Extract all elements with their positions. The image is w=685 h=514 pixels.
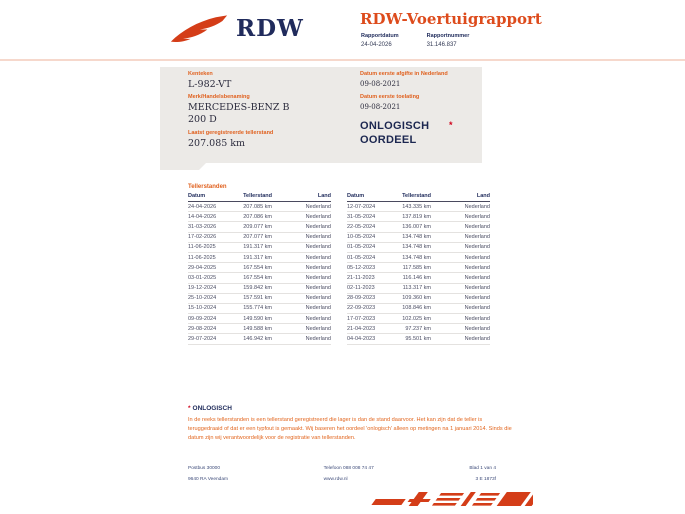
table-row (347, 212, 490, 222)
cell-datum: 31-03-2026 (188, 223, 217, 230)
table-row (347, 324, 490, 334)
cell-datum: 31-05-2024 (347, 213, 376, 220)
cell-land: Nederland (305, 264, 331, 271)
report-date-value: 24-04-2026 (361, 42, 392, 48)
cell-tellerstand: 191.317 km (243, 254, 272, 261)
table-row (347, 263, 490, 273)
cell-datum: 10-05-2024 (347, 234, 376, 241)
cell-land: Nederland (464, 244, 490, 251)
report-number-label: Rapportnummer (426, 33, 470, 39)
table-row (188, 334, 331, 344)
cell-datum: 19-12-2024 (188, 285, 217, 292)
cell-datum: 25-10-2024 (188, 295, 217, 302)
kenteken-value: L-982-VT (188, 79, 232, 90)
cell-land: Nederland (464, 336, 490, 343)
cell-datum: 11-06-2025 (188, 244, 216, 251)
table-row (347, 304, 490, 314)
footer-page-info (469, 464, 496, 485)
panel-corner-tab (160, 163, 206, 170)
cell-tellerstand: 143.335 km (402, 203, 431, 210)
cell-land: Nederland (305, 305, 331, 312)
cell-datum: 12-07-2024 (347, 203, 376, 210)
merk-label: Merk/Handelsbenaming (188, 94, 250, 100)
merk-value: MERCEDES-BENZ B 200 D (188, 102, 290, 125)
table-row (188, 324, 331, 334)
cell-land: Nederland (464, 213, 490, 220)
field-merk (188, 94, 306, 126)
footnote-asterisk: * (188, 405, 191, 412)
table-row (188, 253, 331, 263)
cell-land: Nederland (305, 336, 331, 343)
cell-datum: 09-09-2024 (188, 315, 217, 322)
footer-phone: Telefoon 088 008 74 47 (323, 466, 374, 471)
rdw-logo-text: RDW (236, 15, 304, 42)
cell-land: Nederland (305, 213, 331, 220)
table-row (188, 222, 331, 232)
speed-stripes-graphic (371, 489, 533, 510)
cell-datum: 02-11-2023 (347, 285, 375, 292)
tellerstand-value: 207.085 km (188, 138, 246, 149)
cell-tellerstand: 191.317 km (243, 244, 272, 251)
onlogisch-footnote (188, 405, 518, 443)
page-footer (188, 464, 496, 485)
cell-tellerstand: 117.585 km (402, 264, 431, 271)
cell-tellerstand: 137.819 km (402, 213, 431, 220)
cell-land: Nederland (464, 234, 490, 241)
cell-land: Nederland (464, 223, 490, 230)
field-tellerstand (188, 130, 273, 150)
cell-datum: 17-07-2023 (347, 315, 376, 322)
cell-tellerstand: 207.077 km (243, 234, 272, 241)
cell-datum: 21-04-2023 (347, 325, 376, 332)
table-row (347, 314, 490, 324)
cell-datum: 29-08-2024 (188, 325, 217, 332)
cell-land: Nederland (305, 244, 331, 251)
tellerstanden-title: Tellerstanden (188, 184, 227, 190)
cell-land: Nederland (464, 285, 490, 292)
cell-datum: 04-04-2023 (347, 336, 376, 343)
page-title: RDW-Voertuigrapport (360, 10, 542, 28)
cell-tellerstand: 108.846 km (402, 305, 431, 312)
cell-land: Nederland (464, 295, 490, 302)
table-row (188, 233, 331, 243)
cell-land: Nederland (464, 254, 490, 261)
cell-datum: 01-05-2024 (347, 254, 376, 261)
table-row (347, 284, 490, 294)
cell-tellerstand: 149.588 km (243, 325, 272, 332)
cell-datum: 29-07-2024 (188, 336, 217, 343)
report-meta (361, 33, 469, 48)
table-row (347, 202, 490, 212)
header-land: Land (317, 193, 331, 199)
table-row (188, 294, 331, 304)
cell-land: Nederland (464, 315, 490, 322)
kenteken-label: Kenteken (188, 71, 213, 77)
footer-postbus: Postbus 30000 (188, 466, 221, 471)
cell-datum: 14-04-2026 (188, 213, 217, 220)
header-tellerstand: Tellerstand (402, 193, 431, 199)
footer-city: 9640 RA Veendam (188, 476, 229, 482)
cell-tellerstand: 159.842 km (243, 285, 272, 292)
cell-datum: 03-01-2025 (188, 274, 217, 281)
field-kenteken (188, 71, 231, 91)
cell-tellerstand: 207.086 km (243, 213, 272, 220)
oordeel-badge: ONLOGISCH OORDEEL (360, 120, 430, 147)
eerste-toelating-label: Datum eerste toelating (360, 94, 420, 100)
report-number (427, 33, 470, 48)
cell-tellerstand: 134.748 km (402, 244, 431, 251)
table-row (188, 212, 331, 222)
oordeel-asterisk: * (449, 120, 453, 130)
header-land: Land (476, 193, 490, 199)
cell-land: Nederland (305, 295, 331, 302)
cell-land: Nederland (464, 305, 490, 312)
cell-tellerstand: 102.025 km (402, 315, 431, 322)
table-row (347, 222, 490, 232)
table-row (188, 273, 331, 283)
table-row (347, 334, 490, 344)
cell-tellerstand: 95.501 km (405, 336, 431, 343)
cell-tellerstand: 97.237 km (405, 325, 431, 332)
cell-tellerstand: 136.007 km (402, 223, 431, 230)
cell-tellerstand: 113.317 km (402, 285, 431, 292)
cell-land: Nederland (305, 254, 331, 261)
cell-tellerstand: 134.748 km (402, 254, 431, 261)
cell-datum: 01-05-2024 (347, 244, 376, 251)
cell-tellerstand: 155.774 km (243, 305, 272, 312)
cell-tellerstand: 207.085 km (243, 203, 272, 210)
cell-tellerstand: 157.591 km (243, 295, 272, 302)
header-tellerstand: Tellerstand (243, 193, 272, 199)
cell-land: Nederland (464, 264, 490, 271)
footnote-text: In de reeks tellerstanden is een tellerstand geregistreerd die lager is dan de stand daarvoor. Het kan zijn dat de teller is teruggedraaid of dat er een typfout is gemaakt. Wij baseren het oordeel 'onlogisch' alleen op metingen na 1 januari 2014. Sinds die datum zijn wij verantwoordelijk voor de registratie van tellerstanden. (188, 417, 512, 441)
cell-land: Nederland (305, 285, 331, 292)
rdw-wing-icon (169, 12, 229, 45)
table-row (188, 243, 331, 253)
cell-datum: 05-12-2023 (347, 264, 376, 271)
footer-contact (324, 464, 374, 485)
cell-land: Nederland (464, 203, 490, 210)
cell-land: Nederland (305, 315, 331, 322)
cell-land: Nederland (305, 325, 331, 332)
table-row (188, 284, 331, 294)
table-row (347, 294, 490, 304)
tellerstanden-tables (188, 193, 490, 345)
cell-tellerstand: 149.590 km (243, 315, 272, 322)
cell-land: Nederland (305, 203, 331, 210)
cell-land: Nederland (464, 325, 490, 332)
table-row (347, 253, 490, 263)
cell-datum: 15-10-2024 (188, 305, 217, 312)
footer-address (188, 464, 228, 485)
cell-land: Nederland (305, 223, 331, 230)
cell-datum: 17-02-2026 (188, 234, 217, 241)
table-header (347, 193, 490, 202)
footnote-title-text: ONLOGISCH (192, 405, 232, 412)
cell-datum: 22-09-2023 (347, 305, 376, 312)
cell-tellerstand: 116.146 km (402, 274, 431, 281)
table-row (347, 233, 490, 243)
table-row (188, 263, 331, 273)
cell-datum: 28-09-2023 (347, 295, 376, 302)
header-divider (0, 59, 685, 61)
table-row (188, 314, 331, 324)
cell-tellerstand: 167.554 km (243, 264, 272, 271)
speed-stripes-icon (371, 489, 533, 510)
tellerstand-label: Laatst geregistreerde tellerstand (188, 130, 274, 136)
table-header (188, 193, 331, 202)
header-datum: Datum (188, 193, 206, 199)
eerste-afgifte-value: 09-08-2021 (360, 80, 401, 88)
report-number-value: 31.146.837 (426, 42, 457, 48)
footer-website: www.rdw.nl (323, 476, 348, 482)
cell-tellerstand: 146.942 km (243, 336, 272, 343)
header-datum: Datum (347, 193, 365, 199)
report-date-label: Rapportdatum (361, 33, 399, 39)
table-row (188, 304, 331, 314)
tellerstanden-table-right (347, 193, 490, 345)
rdw-logo (169, 12, 304, 45)
cell-datum: 29-04-2025 (188, 264, 217, 271)
cell-tellerstand: 134.748 km (402, 234, 431, 241)
cell-tellerstand: 167.554 km (243, 274, 272, 281)
cell-datum: 21-11-2023 (347, 274, 375, 281)
footer-page-number: Blad 1 van 4 (469, 466, 496, 471)
field-eerste-afgifte (360, 71, 448, 89)
footnote-title (188, 405, 518, 412)
footer-form-code: 3 E 1873f (475, 476, 496, 482)
field-eerste-toelating (360, 94, 419, 112)
cell-tellerstand: 109.360 km (402, 295, 431, 302)
tellerstanden-table-left (188, 193, 331, 345)
report-date (361, 33, 399, 48)
table-row (188, 202, 331, 212)
eerste-afgifte-label: Datum eerste afgifte in Nederland (360, 71, 448, 77)
cell-land: Nederland (305, 234, 331, 241)
cell-tellerstand: 209.077 km (243, 223, 272, 230)
cell-datum: 11-06-2025 (188, 254, 216, 261)
cell-datum: 24-04-2026 (188, 203, 217, 210)
table-row (347, 243, 490, 253)
table-row (347, 273, 490, 283)
cell-land: Nederland (305, 274, 331, 281)
cell-datum: 22-05-2024 (347, 223, 376, 230)
eerste-toelating-value: 09-08-2021 (360, 103, 401, 111)
cell-land: Nederland (464, 274, 490, 281)
